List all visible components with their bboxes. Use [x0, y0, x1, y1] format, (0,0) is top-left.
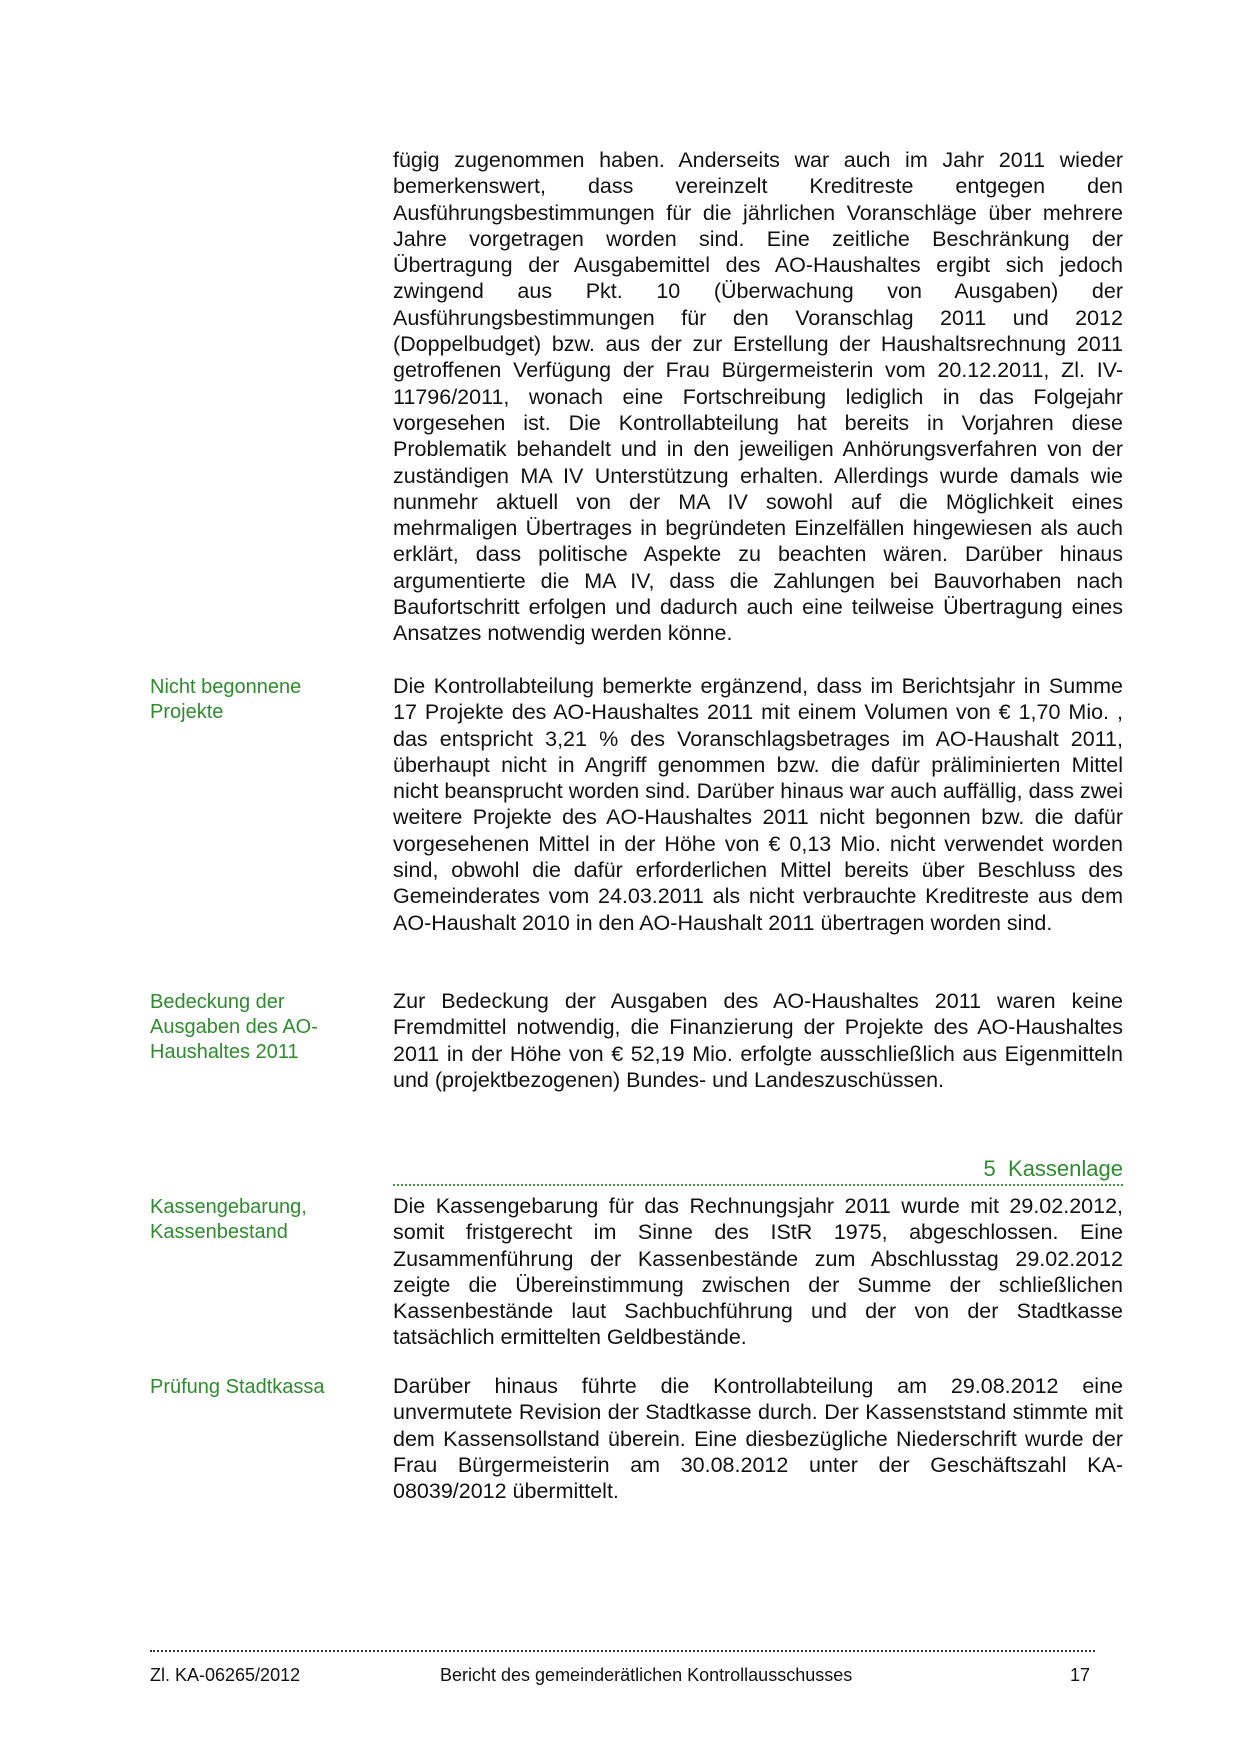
section-number: 5 — [983, 1156, 996, 1181]
section-title: Kassenlage — [1008, 1156, 1123, 1181]
footer-report-title: Bericht des gemeinderätlichen Kontrollausschusses — [440, 1665, 853, 1685]
body-paragraph-4: Die Kassengebarung für das Rechnungsjahr 2011 wurde mit 29.02.2012, somit fristgerecht im Sinne des IStR 1975, abgeschlossen. Eine Zusammenführung der Kassenbestände zum Abschlusstag 29.02.2012 zeigte die Übereinstimmung zwischen der Summe der schließlichen Kassenbestände laut Sachbuchführung und der von der Stadtkasse tatsächlich ermittelten Geldbestände. — [393, 1194, 1123, 1350]
section-heading — [393, 1154, 1123, 1186]
body-paragraph-1: fügig zugenommen haben. Anderseits war auch im Jahr 2011 wieder bemerkenswert, dass vereinzelt Kreditreste entgegen den Ausführungsbestimmungen für die jährlichen Voranschläge über mehrere Jahre vorgetragen worden sind. Eine zeitliche Beschränkung der Übertragung der Ausgabemittel des AO-Haushaltes ergibt sich jedoch zwingend aus Pkt. 10 (Überwachung von Ausgaben) der Ausführungsbestimmungen für den Voranschlag 2011 und 2012 (Doppelbudget) bzw. aus der zur Erstellung der Haushaltsrechnung 2011 getroffenen Verfügung der Frau Bürgermeisterin vom 20.12.2011, Zl. IV-11796/2011, wonach eine Fortschreibung lediglich in das Folgejahr vorgesehen ist. Die Kontrollabteilung hat bereits in Vorjahren diese Problematik behandelt und in den jeweiligen Anhörungsverfahren von der zuständigen MA IV Unterstützung erhalten. Allerdings wurde damals wie nunmehr aktuell von der MA IV sowohl auf die Möglichkeit eines mehrmaligen Übertrages in begründeten Einzelfällen hingewiesen als auch erklärt, dass politische Aspekte zu beachten wären. Darüber hinaus argumentierte die MA IV, dass die Zahlungen bei Bauvorhaben nach Baufortschritt erfolgen und dadurch auch eine teilweise Übertragung eines Ansatzes notwendig werden könne. — [393, 148, 1123, 646]
body-paragraph-5: Darüber hinaus führte die Kontrollabteilung am 29.08.2012 eine unvermutete Revision der Stadtkasse durch. Der Kassenststand stimmte mit dem Kassensollstand überein. Eine diesbezügliche Niederschrift wurde der Frau Bürgermeisterin am 30.08.2012 unter der Geschäftszahl KA-08039/2012 übermittelt. — [393, 1374, 1123, 1504]
margin-note-pruefung-stadtkassa: Prüfung Stadtkassa — [150, 1376, 325, 1398]
body-paragraph-3: Zur Bedeckung der Ausgaben des AO-Haushaltes 2011 waren keine Fremdmittel notwendig, die Finanzierung der Projekte des AO-Haushaltes 2011 in der Höhe von € 52,19 Mio. erfolgte ausschließlich aus Eigenmitteln und (projektbezogenen) Bundes- und Landeszuschüssen. — [393, 989, 1123, 1092]
footer-page-number: 17 — [1070, 1665, 1091, 1685]
margin-note-bedeckung: Bedeckung der Ausgaben des AO-Haushaltes 2011 — [150, 991, 318, 1063]
footer-divider — [150, 1650, 1095, 1652]
margin-note-nicht-begonnene-projekte: Nicht begonnene Projekte — [150, 676, 302, 723]
margin-note-kassengebarung: Kassengebarung, Kassenbestand — [150, 1196, 307, 1243]
footer-reference: Zl. KA-06265/2012 — [150, 1665, 301, 1685]
body-paragraph-2: Die Kontrollabteilung bemerkte ergänzend, dass im Berichtsjahr in Summe 17 Projekte des AO-Haushaltes 2011 mit einem Volumen von € 1,70 Mio. , das entspricht 3,21 % des Voranschlagsbetrages im AO-Haushalt 2011, überhaupt nicht in Angriff genommen bzw. die dafür präliminierten Mittel nicht beansprucht worden sind. Darüber hinaus war auch auffällig, dass zwei weitere Projekte des AO-Haushaltes 2011 nicht begonnen bzw. die dafür vorgesehenen Mittel in der Höhe von € 0,13 Mio. nicht verwendet worden sind, obwohl die dafür erforderlichen Mittel bereits über Beschluss des Gemeinderates vom 24.03.2011 als nicht verbrauchte Kreditreste aus dem AO-Haushalt 2010 in den AO-Haushalt 2011 übertragen worden sind. — [393, 674, 1123, 935]
